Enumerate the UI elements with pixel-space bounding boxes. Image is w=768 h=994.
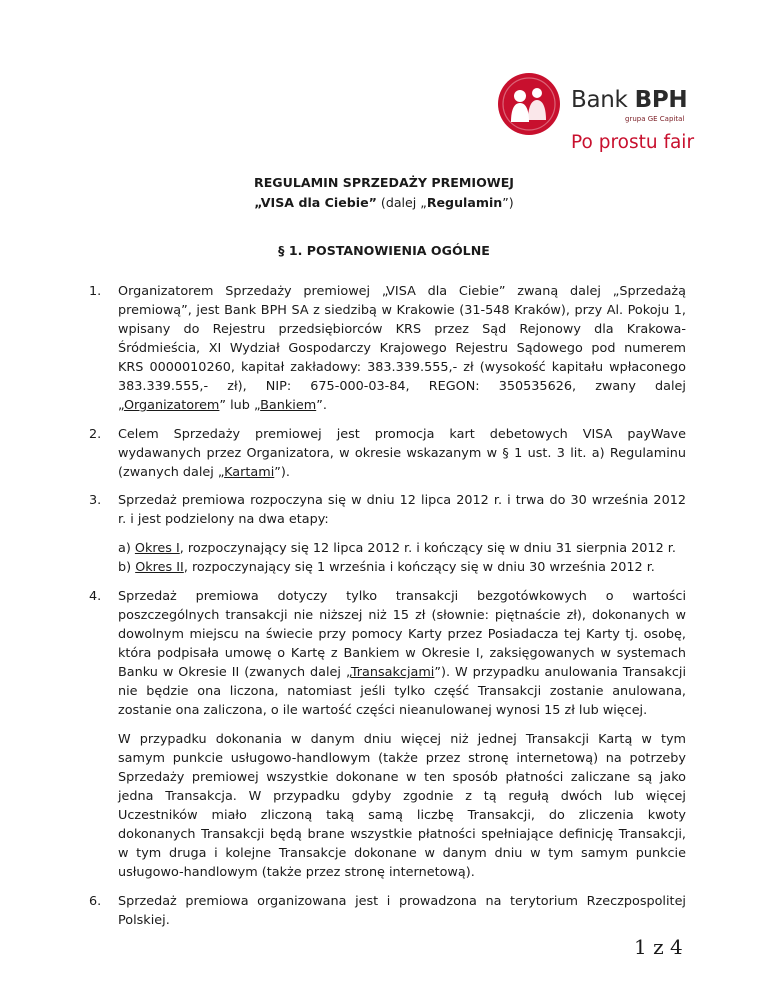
page-number: 1 z 4 (634, 935, 683, 959)
bank-bph-emblem-icon (497, 72, 561, 136)
paragraph-1: Organizatorem Sprzedaży premiowej „VISA dla Ciebie” zwaną dalej „Sprzedażą premiową”, jest Bank BPH SA z siedzibą w Krakowie (31-548 Kraków), przy Al. Pokoju 1, wpisany do Rejestru przedsiębiorców KRS przez Sąd Rejonowy dla Krakowa- Śródmieścia, XI Wydział Gospodarczy Krajowego Rejestru Sądowego pod numerem KRS 0000010260, kapitał zakładowy: 383.339.555,- zł (wysokość kapitału wpłaconego 383.339.555,- zł), NIP: 675-000-03-84, REGON: 350535626, zwany dalej „Organizatorem” lub „Bankiem”. (118, 284, 686, 413)
logo-slogan: Po prostu fair (571, 132, 695, 153)
logo-wordmark: Bank BPH (571, 87, 688, 113)
paragraph-2: Celem Sprzedaży premiowej jest promocja kart debetowych VISA payWave wydawanych przez Organizatora, w okresie wskazanym w § 1 ust. 3 lit. a) Regulaminu (zwanych dalej „Kartami”). (118, 427, 686, 480)
section-heading: § 1. POSTANOWIENIA OGÓLNE (278, 243, 490, 258)
paragraph-4: Sprzedaż premiowa dotyczy tylko transakcji bezgotówkowych o wartości poszczególnych transakcji nie niższej niż 15 zł (słownie: piętnaście zł), dokonanych w dowolnym miejscu na świecie przy pomocy Karty przez Posiadacza tej Karty tj. osobę, która podpisała umowę o Kartę z Bankiem w Okresie I, zaksięgowanych w systemach Banku w Okresie II (zwanych dalej „Transakcjami”). W przypadku anulowania Transakcji nie będzie ona liczona, natomiast jeśli tylko część Transakcji zostanie anulowana, zostanie ona zaliczona, o ile wartość części nieanulowanej wynosi 15 zł lub więcej. (118, 589, 686, 718)
logo-subtitle: grupa GE Capital (625, 115, 685, 123)
paragraph-6: Sprzedaż premiowa organizowana jest i prowadzona na terytorium Rzeczpospolitej Polskiej. (118, 894, 686, 928)
item-number-4: 4. (89, 589, 102, 604)
paragraph-4-continued: W przypadku dokonania w danym dniu więcej niż jednej Transakcji Kartą w tym samym punkcie usługowo-handlowym (także przez stronę internetową) na potrzeby Sprzedaży premiowej wszystkie dokonane w ten sposób płatności zaliczane są jako jedna Transakcja. W przypadku gdyby zgodnie z tą regułą dwóch lub więcej Uczestników miało zliczoną taką samą liczbę Transakcji, do zliczenia kwoty dokonanych Transakcji będą brane wszystkie płatności spełniające definicję Transakcji, w tym druga i kolejne Transakcje dokonane w danym dniu w tym samym punkcie usługowo-handlowym (także przez stronę internetową). (118, 732, 686, 880)
item-number-1: 1. (89, 284, 102, 299)
paragraph-3-periods: a) Okres I, rozpoczynający się 12 lipca 2012 r. i kończący się w dniu 31 sierpnia 2012 r. b) Okres II, rozpoczynający się 1 września i kończący się w dniu 30 września 2012 r. (118, 541, 676, 575)
paragraph-3: Sprzedaż premiowa rozpoczyna się w dniu 12 lipca 2012 r. i trwa do 30 września 2012 r. i jest podzielony na dwa etapy: (118, 493, 686, 527)
item-number-3: 3. (89, 493, 102, 508)
item-number-2: 2. (89, 427, 102, 442)
document-subtitle: „VISA dla Ciebie” (dalej „Regulamin”) (254, 195, 514, 210)
bank-bph-logo (497, 72, 729, 180)
document-title: REGULAMIN SPRZEDAŻY PREMIOWEJ (254, 175, 514, 190)
item-number-6: 6. (89, 894, 102, 909)
